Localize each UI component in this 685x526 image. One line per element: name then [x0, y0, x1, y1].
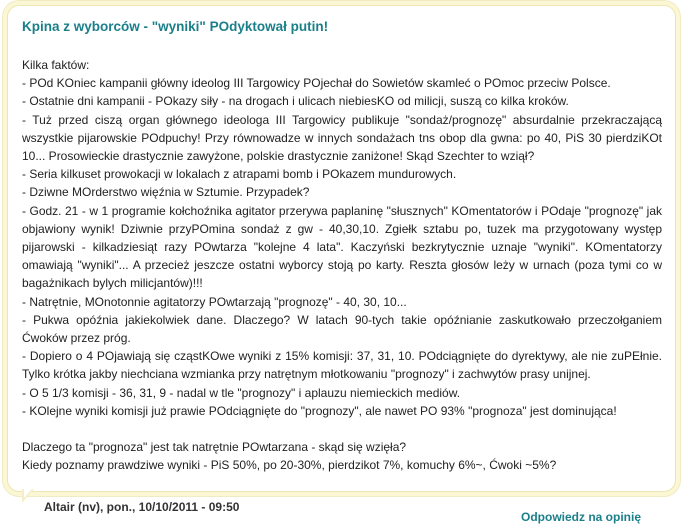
comment-closing-line: Kiedy poznamy prawdziwe wyniki - PiS 50%, po 20-30%, pierdzikot 7%, komuchy 6%~, Ćwoki ~5%?	[22, 458, 557, 473]
comment-paragraph: - Pukwa opóźnia jakiekolwiek dane. Dlaczego? W latach 90-tych takie opóźnianie zaskutkowało przeczołganiem Ćwoków przez próg.	[22, 312, 662, 346]
comment-paragraph: - Dopiero o 4 POjawiają się cząstKOwe wyniki z 15% komisji: 37, 31, 10. POdciągnięte do dyrektywy, ale nie zuPEłnie. Tylko krótka jakby niechciana wzmianka przy natrętnym młotkowaniu "prognozy" i zachwytów prasy unijnej.	[22, 349, 662, 382]
reply-link[interactable]: Odpowiedz na opinię	[521, 510, 641, 524]
comment-paragraph: - Seria kilkuset prowokacji w lokalach z atrapami bomb i POkazem mundurowych.	[22, 167, 457, 182]
comment-paragraph: - POd KOniec kampanii główny ideolog III Targowicy POjechał do Sowietów skamleć o POmoc przeciw Polsce.	[22, 76, 611, 91]
comment-paragraph: - Ostatnie dni kampanii - POkazy siły - na drogach i ulicach niebiesKO od milicji, suszą co kilka kroków.	[22, 94, 569, 109]
bubble-tail-inner	[24, 489, 32, 498]
comment-paragraph: Kilka faktów:	[22, 58, 90, 72]
comment-paragraph: - Godz. 21 - w 1 programie kołchoźnika agitator przerywa paplaninę "słusznych" KOmentatorów i POdaje "prognozę" jak objawiony wynik! Dziwnie przyPOmina sondaż z gw - 40,30,10. Zgiełk sztabu po, tuzek ma przygotowany występ pijarowski - kilkadziesiąt razy POwtarza "kolejne 4 lata". Kaczyński bezkrytycznie uznaje "wyniki". KOmentatorzy omawiają "wyniki"... A przecież jeszcze ostatni wyborcy stoją po karty. Reszta głosów leży w urnach (poza tymi co w bagażnikach bylych milicjantów)!!!	[22, 203, 662, 291]
comment-title: Kpina z wyborców - "wyniki" POdyktował putin!	[22, 19, 329, 34]
comment-closing-line: Dlaczego ta "prognoza" jest tak natrętnie POwtarzana - skąd się wzięła?	[22, 440, 407, 455]
comment-body	[22, 56, 662, 475]
comment-paragraph: - Natrętnie, MOnotonnie agitatorzy POwtarzają "prognozę" - 40, 30, 10...	[22, 294, 407, 309]
comment-paragraph: - Tuż przed ciszą organ głównego ideologa III Targowicy publikuje "sondaż/prognozę" absurdalnie przekraczającą wszystkie pijarowskie POdpuchy! Przy równowadze w innych sondażach tns obop dla gwna: po 40, PiS 30 pierdziKOt 10... Prosowieckie drastycznie zawyżone, polskie drastycznie zaniżone! Skąd Szechter to wziął?	[22, 112, 662, 164]
comment-paragraph: - Dziwne MOrderstwo więźnia w Sztumie. Przypadek?	[22, 185, 310, 200]
comment-author-date: Altair (nv), pon., 10/10/2011 - 09:50	[44, 500, 240, 514]
comment-paragraph: - KOlejne wyniki komisji już prawie POdciągnięte do "prognozy", ale nawet PO 93% "prognoza" jest dominująca!	[22, 403, 617, 418]
comment-paragraph: - O 5 1/3 komisji - 36, 31, 9 - nadal w tle "prognozy" i aplauzu niemieckich mediów.	[22, 385, 461, 400]
